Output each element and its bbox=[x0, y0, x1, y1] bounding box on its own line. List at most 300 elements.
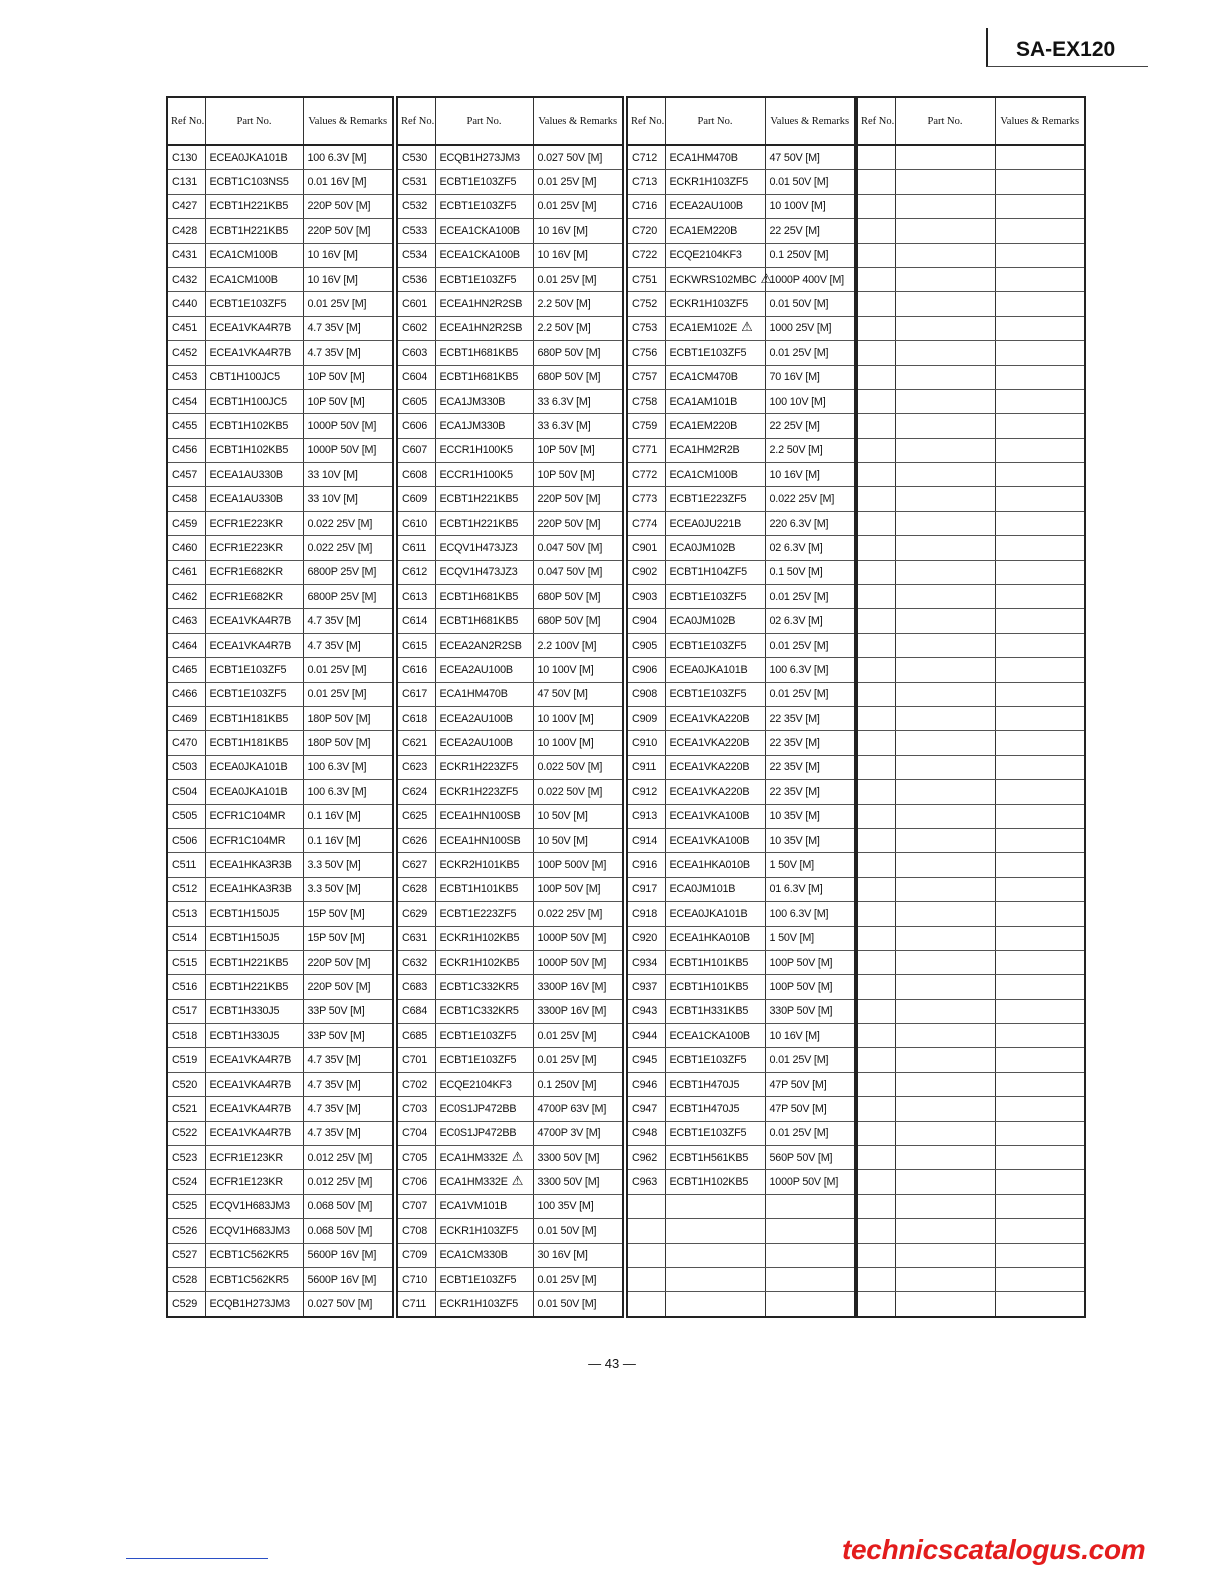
part-no-cell bbox=[665, 219, 765, 243]
table-row bbox=[397, 609, 623, 633]
part-no-text: ECBT1H100JC5 bbox=[209, 395, 287, 408]
ref-no-cell bbox=[397, 511, 435, 535]
values-cell bbox=[995, 633, 1085, 657]
part-no-cell bbox=[205, 853, 303, 877]
part-no-text: ECEA2AU100B bbox=[439, 712, 513, 725]
ref-no-text: C616 bbox=[402, 663, 428, 676]
table-row bbox=[397, 1170, 623, 1194]
values-cell bbox=[995, 194, 1085, 218]
values-text: 3.3 50V [M] bbox=[307, 859, 361, 872]
values-cell bbox=[765, 731, 855, 755]
part-no-cell bbox=[665, 389, 765, 413]
ref-no-cell bbox=[397, 1243, 435, 1267]
values-cell bbox=[533, 853, 623, 877]
ref-no-cell bbox=[627, 487, 665, 511]
table-row bbox=[627, 706, 855, 730]
values-text: 0.022 50V [M] bbox=[537, 761, 603, 774]
model-header-box bbox=[986, 28, 1148, 67]
values-text: 2.2 50V [M] bbox=[537, 322, 591, 335]
table-row bbox=[167, 1292, 393, 1317]
values-text: 10 16V [M] bbox=[307, 273, 358, 286]
values-text: 2.2 50V [M] bbox=[537, 298, 591, 311]
ref-no-text: C432 bbox=[172, 273, 198, 286]
part-no-text: ECKR1H102KB5 bbox=[439, 956, 520, 969]
values-cell bbox=[533, 243, 623, 267]
table-row bbox=[397, 511, 623, 535]
ref-no-cell bbox=[857, 511, 895, 535]
part-no-cell bbox=[665, 316, 765, 340]
values-text: 100 6.3V [M] bbox=[307, 785, 367, 798]
values-cell bbox=[765, 560, 855, 584]
values-cell bbox=[303, 414, 393, 438]
part-no-text: ECA1HM470B bbox=[669, 151, 738, 164]
part-no-text: ECKR1H103ZF5 bbox=[439, 1298, 519, 1311]
table-row bbox=[397, 1267, 623, 1291]
ref-no-cell bbox=[397, 682, 435, 706]
values-cell bbox=[303, 585, 393, 609]
part-no-text: ECBT1C103NS5 bbox=[209, 176, 289, 189]
part-no-text: ECBT1H561KB5 bbox=[669, 1151, 749, 1164]
part-no-cell bbox=[895, 243, 995, 267]
table-row bbox=[627, 1146, 855, 1170]
values-text: 2.2 100V [M] bbox=[537, 639, 597, 652]
values-text: 10 35V [M] bbox=[769, 810, 820, 823]
values-cell bbox=[995, 926, 1085, 950]
values-text: 5600P 16V [M] bbox=[307, 1249, 377, 1262]
values-cell bbox=[533, 267, 623, 291]
part-no-cell bbox=[435, 658, 533, 682]
part-no-cell bbox=[435, 511, 533, 535]
ref-no-cell bbox=[167, 853, 205, 877]
ref-no-text: C905 bbox=[632, 639, 658, 652]
ref-no-cell bbox=[857, 1146, 895, 1170]
values-cell bbox=[765, 975, 855, 999]
part-no-cell bbox=[895, 658, 995, 682]
table-row bbox=[397, 1292, 623, 1317]
values-cell bbox=[765, 219, 855, 243]
values-text: 100P 50V [M] bbox=[537, 883, 601, 896]
part-no-cell bbox=[435, 999, 533, 1023]
ref-no-text: C617 bbox=[402, 688, 428, 701]
values-cell bbox=[533, 780, 623, 804]
table-row bbox=[857, 560, 1085, 584]
part-no-cell bbox=[895, 755, 995, 779]
part-no-cell bbox=[205, 1292, 303, 1317]
ref-no-text: C520 bbox=[172, 1078, 198, 1091]
part-no-cell bbox=[895, 1170, 995, 1194]
table-row bbox=[167, 463, 393, 487]
table-row bbox=[167, 682, 393, 706]
ref-no-cell bbox=[627, 145, 665, 170]
part-no-cell bbox=[435, 1170, 533, 1194]
part-no-cell bbox=[435, 365, 533, 389]
table-row bbox=[167, 1072, 393, 1096]
ref-no-cell bbox=[397, 706, 435, 730]
table-row bbox=[167, 536, 393, 560]
part-no-text: ECBT1H470J5 bbox=[669, 1102, 740, 1115]
ref-no-cell bbox=[397, 609, 435, 633]
values-text: 3300 50V [M] bbox=[537, 1176, 600, 1189]
table-row bbox=[397, 365, 623, 389]
part-no-text: ECBT1H681KB5 bbox=[439, 371, 519, 384]
ref-no-cell bbox=[857, 389, 895, 413]
ref-no-text: C431 bbox=[172, 249, 198, 262]
ref-no-text: C456 bbox=[172, 444, 198, 457]
values-cell bbox=[303, 292, 393, 316]
ref-no-cell bbox=[167, 365, 205, 389]
part-no-text: ECFR1C104MR bbox=[209, 810, 286, 823]
values-cell bbox=[765, 341, 855, 365]
ref-no-cell bbox=[397, 999, 435, 1023]
ref-no-text: C701 bbox=[402, 1054, 428, 1067]
values-cell bbox=[533, 145, 623, 170]
values-text: 0.01 25V [M] bbox=[537, 1054, 597, 1067]
values-text: 10 100V [M] bbox=[769, 200, 826, 213]
part-no-cell bbox=[665, 853, 765, 877]
part-no-text: ECEA1VKA4R7B bbox=[209, 639, 292, 652]
ref-no-text: C759 bbox=[632, 419, 658, 432]
part-no-text: ECBT1E103ZF5 bbox=[669, 1054, 747, 1067]
values-cell bbox=[303, 804, 393, 828]
ref-no-cell bbox=[857, 487, 895, 511]
values-cell bbox=[533, 804, 623, 828]
part-no-text: ECEA1VKA220B bbox=[669, 785, 750, 798]
part-no-text: ECEA0JU221B bbox=[669, 517, 742, 530]
values-cell bbox=[995, 731, 1085, 755]
values-text: 22 35V [M] bbox=[769, 785, 820, 798]
table-row bbox=[627, 1170, 855, 1194]
table-row bbox=[167, 1267, 393, 1291]
values-cell bbox=[995, 950, 1085, 974]
ref-no-cell bbox=[627, 682, 665, 706]
table-row bbox=[627, 609, 855, 633]
table-row bbox=[167, 633, 393, 657]
values-text: 0.01 16V [M] bbox=[307, 176, 367, 189]
part-no-cell bbox=[205, 1194, 303, 1218]
table-row bbox=[167, 975, 393, 999]
table-row bbox=[627, 1219, 855, 1243]
values-cell bbox=[303, 706, 393, 730]
ref-no-text: C517 bbox=[172, 1005, 198, 1018]
values-text: 0.01 25V [M] bbox=[769, 639, 829, 652]
values-text: 3.3 50V [M] bbox=[307, 883, 361, 896]
values-text: 22 35V [M] bbox=[769, 761, 820, 774]
ref-no-text: C753 bbox=[632, 322, 658, 335]
ref-no-cell bbox=[167, 755, 205, 779]
ref-no-cell bbox=[167, 1267, 205, 1291]
values-cell bbox=[303, 1194, 393, 1218]
values-cell bbox=[303, 682, 393, 706]
table-row bbox=[857, 755, 1085, 779]
part-no-text: ECQV1H473JZ3 bbox=[439, 541, 518, 554]
part-no-cell bbox=[665, 1097, 765, 1121]
part-no-text: ECKR1H103ZF5 bbox=[439, 1224, 519, 1237]
ref-no-text: C771 bbox=[632, 444, 658, 457]
values-cell bbox=[533, 170, 623, 194]
part-no-text: ECBT1H221KB5 bbox=[209, 980, 289, 993]
values-text: 1000 25V [M] bbox=[769, 322, 832, 335]
values-text: 0.01 50V [M] bbox=[537, 1224, 597, 1237]
values-cell bbox=[303, 755, 393, 779]
ref-no-cell bbox=[167, 1024, 205, 1048]
part-no-text: ECEA2AN2R2SB bbox=[439, 639, 522, 652]
values-cell bbox=[533, 1097, 623, 1121]
ref-no-cell bbox=[627, 975, 665, 999]
values-text: 33 6.3V [M] bbox=[537, 395, 591, 408]
values-cell bbox=[765, 1072, 855, 1096]
values-cell bbox=[765, 414, 855, 438]
values-text: 10 100V [M] bbox=[537, 737, 594, 750]
values-text: 10 16V [M] bbox=[307, 249, 358, 262]
table-row bbox=[627, 341, 855, 365]
part-no-cell bbox=[205, 365, 303, 389]
values-cell bbox=[533, 219, 623, 243]
ref-no-text: C903 bbox=[632, 590, 658, 603]
ref-no-cell bbox=[857, 219, 895, 243]
ref-no-text: C605 bbox=[402, 395, 428, 408]
part-no-cell bbox=[895, 414, 995, 438]
values-text: 22 35V [M] bbox=[769, 737, 820, 750]
table-row bbox=[167, 267, 393, 291]
part-no-text: ECBT1H150J5 bbox=[209, 907, 280, 920]
values-text: 1000P 400V [M] bbox=[769, 273, 844, 286]
table-row bbox=[857, 463, 1085, 487]
table-row bbox=[397, 780, 623, 804]
table-row bbox=[627, 267, 855, 291]
part-no-text: ECBT1E103ZF5 bbox=[439, 273, 517, 286]
table-row bbox=[857, 536, 1085, 560]
table-row bbox=[167, 487, 393, 511]
ref-no-text: C684 bbox=[402, 1005, 428, 1018]
values-cell bbox=[533, 536, 623, 560]
values-cell bbox=[533, 706, 623, 730]
values-text: 1000P 50V [M] bbox=[537, 956, 607, 969]
values-cell bbox=[533, 1219, 623, 1243]
table-row bbox=[167, 585, 393, 609]
values-text: 47 50V [M] bbox=[537, 688, 588, 701]
part-no-cell bbox=[665, 1267, 765, 1291]
table-row bbox=[167, 560, 393, 584]
values-cell bbox=[765, 1170, 855, 1194]
values-cell bbox=[303, 828, 393, 852]
part-no-cell bbox=[205, 463, 303, 487]
ref-no-text: C711 bbox=[402, 1298, 427, 1311]
part-no-text: ECEA1AU330B bbox=[209, 468, 283, 481]
part-no-text: ECEA1HKA3R3B bbox=[209, 859, 292, 872]
values-cell bbox=[533, 1194, 623, 1218]
part-no-cell bbox=[665, 341, 765, 365]
ref-no-cell bbox=[397, 389, 435, 413]
ref-no-text: C703 bbox=[402, 1102, 428, 1115]
part-no-text: ECFR1E223KR bbox=[209, 517, 283, 530]
part-no-cell bbox=[435, 609, 533, 633]
values-cell bbox=[995, 585, 1085, 609]
part-no-cell bbox=[665, 1170, 765, 1194]
table-row bbox=[857, 1243, 1085, 1267]
table-row bbox=[167, 1194, 393, 1218]
part-no-text: ECBT1E103ZF5 bbox=[669, 1127, 747, 1140]
table-row bbox=[167, 1097, 393, 1121]
ref-no-cell bbox=[857, 316, 895, 340]
table-row bbox=[627, 828, 855, 852]
values-text: 4.7 35V [M] bbox=[307, 1127, 361, 1140]
table-row bbox=[167, 755, 393, 779]
table-row bbox=[857, 316, 1085, 340]
ref-no-text: C623 bbox=[402, 761, 428, 774]
table-row bbox=[627, 926, 855, 950]
ref-no-cell bbox=[627, 1170, 665, 1194]
table-row bbox=[167, 1048, 393, 1072]
part-no-text: ECEA1VKA4R7B bbox=[209, 1102, 292, 1115]
part-no-cell bbox=[665, 243, 765, 267]
values-cell bbox=[995, 243, 1085, 267]
part-no-cell bbox=[435, 902, 533, 926]
ref-no-cell bbox=[857, 438, 895, 462]
table-row bbox=[627, 633, 855, 657]
ref-no-cell bbox=[397, 145, 435, 170]
values-cell bbox=[995, 658, 1085, 682]
table-row bbox=[167, 341, 393, 365]
ref-no-cell bbox=[627, 609, 665, 633]
values-text: 0.012 25V [M] bbox=[307, 1176, 373, 1189]
ref-no-cell bbox=[167, 706, 205, 730]
values-text: 0.01 25V [M] bbox=[537, 176, 597, 189]
ref-no-cell bbox=[167, 950, 205, 974]
values-text: 100 6.3V [M] bbox=[307, 151, 367, 164]
ref-no-text: C947 bbox=[632, 1102, 658, 1115]
ref-no-text: C713 bbox=[632, 176, 658, 189]
part-no-cell bbox=[895, 365, 995, 389]
ref-no-text: C531 bbox=[402, 176, 428, 189]
values-cell bbox=[995, 414, 1085, 438]
ref-no-cell bbox=[857, 853, 895, 877]
table-row bbox=[627, 853, 855, 877]
ref-no-cell bbox=[857, 1219, 895, 1243]
part-no-cell bbox=[895, 194, 995, 218]
ref-no-text: C470 bbox=[172, 737, 198, 750]
table-row bbox=[397, 950, 623, 974]
ref-no-text: C532 bbox=[402, 200, 428, 213]
values-cell bbox=[533, 389, 623, 413]
ref-no-cell bbox=[397, 341, 435, 365]
table-row bbox=[397, 1219, 623, 1243]
ref-no-text: C904 bbox=[632, 615, 658, 628]
values-text: 180P 50V [M] bbox=[307, 737, 371, 750]
part-no-text: ECEA0JKA101B bbox=[209, 761, 288, 774]
part-no-cell bbox=[205, 560, 303, 584]
ref-no-cell bbox=[397, 1267, 435, 1291]
table-row bbox=[397, 658, 623, 682]
ref-no-text: C920 bbox=[632, 932, 658, 945]
table-row bbox=[857, 1072, 1085, 1096]
part-no-cell bbox=[895, 1072, 995, 1096]
ref-no-text: C528 bbox=[172, 1273, 198, 1286]
ref-no-cell bbox=[627, 853, 665, 877]
part-no-text: ECEA1HN2R2SB bbox=[439, 298, 523, 311]
values-cell bbox=[995, 706, 1085, 730]
values-cell bbox=[533, 877, 623, 901]
part-no-cell bbox=[435, 633, 533, 657]
values-text: 560P 50V [M] bbox=[769, 1151, 833, 1164]
values-text: 100 6.3V [M] bbox=[307, 761, 367, 774]
part-no-cell bbox=[435, 1121, 533, 1145]
ref-no-text: C534 bbox=[402, 249, 428, 262]
part-no-cell bbox=[895, 292, 995, 316]
part-no-cell bbox=[205, 633, 303, 657]
part-no-cell bbox=[665, 1219, 765, 1243]
ref-no-text: C720 bbox=[632, 224, 658, 237]
values-text: 220P 50V [M] bbox=[307, 956, 371, 969]
table-row bbox=[167, 780, 393, 804]
part-no-text: ECEA1VKA100B bbox=[669, 834, 750, 847]
values-text: 0.01 25V [M] bbox=[537, 1273, 597, 1286]
values-cell bbox=[995, 1170, 1085, 1194]
values-cell bbox=[995, 780, 1085, 804]
ref-no-text: C521 bbox=[172, 1102, 198, 1115]
ref-no-cell bbox=[167, 1243, 205, 1267]
part-no-text: ECCR1H100K5 bbox=[439, 468, 513, 481]
ref-no-cell bbox=[627, 1048, 665, 1072]
table-row bbox=[627, 950, 855, 974]
ref-no-cell bbox=[857, 170, 895, 194]
table-row bbox=[857, 780, 1085, 804]
part-no-text: ECEA1VKA4R7B bbox=[209, 1078, 292, 1091]
values-cell bbox=[533, 658, 623, 682]
part-no-cell bbox=[435, 438, 533, 462]
values-cell bbox=[765, 658, 855, 682]
part-no-cell bbox=[435, 731, 533, 755]
values-cell bbox=[765, 804, 855, 828]
part-no-cell bbox=[435, 1243, 533, 1267]
values-cell bbox=[533, 365, 623, 389]
ref-no-text: C440 bbox=[172, 298, 198, 311]
part-no-text: ECBT1E103ZF5 bbox=[669, 346, 747, 359]
ref-no-cell bbox=[627, 1243, 665, 1267]
values-cell bbox=[995, 536, 1085, 560]
values-cell bbox=[765, 536, 855, 560]
values-cell bbox=[995, 487, 1085, 511]
values-cell bbox=[765, 389, 855, 413]
table-row bbox=[857, 1121, 1085, 1145]
part-no-cell bbox=[435, 1194, 533, 1218]
part-no-cell bbox=[665, 755, 765, 779]
ref-no-cell bbox=[857, 414, 895, 438]
part-no-cell bbox=[435, 926, 533, 950]
table-row bbox=[857, 414, 1085, 438]
ref-no-cell bbox=[857, 999, 895, 1023]
values-text: 4700P 63V [M] bbox=[537, 1102, 607, 1115]
table-row bbox=[397, 145, 623, 170]
table-row bbox=[397, 267, 623, 291]
table-row bbox=[167, 877, 393, 901]
table-row bbox=[167, 804, 393, 828]
values-cell bbox=[995, 902, 1085, 926]
ref-no-cell bbox=[397, 1146, 435, 1170]
ref-no-cell bbox=[627, 365, 665, 389]
part-no-cell bbox=[435, 853, 533, 877]
ref-no-text: C465 bbox=[172, 663, 198, 676]
table-row bbox=[857, 145, 1085, 170]
part-no-text: ECKWRS102MBC bbox=[669, 273, 757, 286]
values-cell bbox=[765, 633, 855, 657]
part-no-cell bbox=[665, 682, 765, 706]
values-cell bbox=[303, 219, 393, 243]
part-no-cell bbox=[435, 414, 533, 438]
ref-no-cell bbox=[627, 950, 665, 974]
values-cell bbox=[765, 1243, 855, 1267]
ref-no-text: C459 bbox=[172, 517, 198, 530]
part-no-cell bbox=[205, 414, 303, 438]
